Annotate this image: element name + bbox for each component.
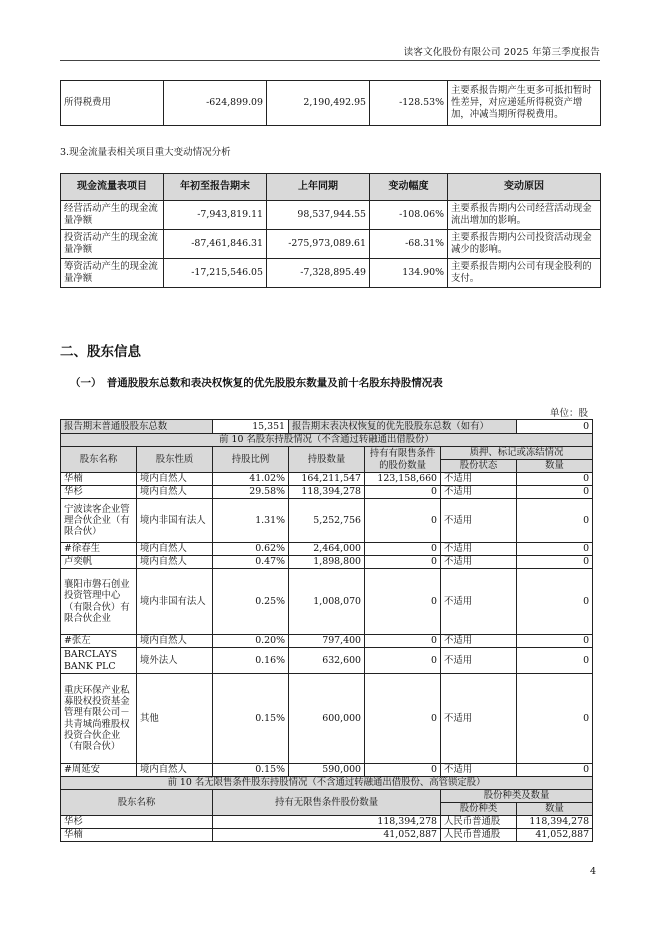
name-cell: #张左 — [61, 635, 137, 648]
nature-cell: 境内自然人 — [137, 556, 213, 569]
ratio-cell: 0.62% — [213, 543, 289, 556]
item-cell: 筹资活动产生的现金流量净额 — [61, 259, 164, 288]
section-row — [61, 434, 593, 447]
name-cell: 襄阳市磐石创业投资管理中心（有限合伙）有限合伙企业 — [61, 569, 137, 635]
unrestricted-title: 前 10 名无限售条件股东持股情况（不含通过转融通出借股份、高管锁定股） — [61, 777, 593, 790]
restricted-cell: 0 — [365, 569, 441, 635]
preferred-holders-label: 报告期末表决权恢复的优先股股东总数（如有） — [289, 420, 517, 434]
qty-cell: 164,211,547 — [289, 473, 365, 486]
header-row — [61, 790, 593, 803]
restricted-cell: 0 — [365, 556, 441, 569]
prior-cell: 98,537,944.55 — [267, 201, 370, 230]
item-cell: 经营活动产生的现金流量净额 — [61, 201, 164, 230]
ratio-cell: 1.31% — [213, 499, 289, 543]
qty-cell: 600,000 — [289, 674, 365, 764]
header-row — [61, 174, 601, 201]
count-cell: 41,052,887 — [517, 829, 593, 842]
col-header-ratio: 持股比例 — [213, 447, 289, 473]
table-row — [61, 816, 593, 829]
qty-cell: 2,464,000 — [289, 543, 365, 556]
prior-cell: 2,190,492.95 — [267, 81, 370, 126]
col-header-count: 数量 — [517, 803, 593, 816]
nature-cell: 境外法人 — [137, 648, 213, 674]
item-cell: 所得税费用 — [61, 81, 164, 126]
ratio-cell: 0.20% — [213, 635, 289, 648]
prior-cell: -7,328,895.49 — [267, 259, 370, 288]
page-number: 4 — [590, 866, 597, 877]
qty-cell: 5,252,756 — [289, 499, 365, 543]
change-cell: 134.90% — [370, 259, 448, 288]
restricted-cell: 0 — [365, 499, 441, 543]
name-cell: 华杉 — [61, 816, 213, 829]
status-cell: 不适用 — [441, 569, 517, 635]
status-cell: 不适用 — [441, 486, 517, 499]
col-header-type-group: 股份种类及数量 — [441, 790, 593, 803]
restricted-cell: 0 — [365, 648, 441, 674]
ratio-cell: 0.16% — [213, 648, 289, 674]
cashflow-caption: 3.现金流量表相关项目重大变动情况分析 — [60, 147, 231, 158]
count-cell: 0 — [517, 556, 593, 569]
reason-cell: 主要系报告期内公司投资活动现金减少的影响。 — [448, 230, 601, 259]
count-cell: 0 — [517, 543, 593, 556]
current-cell: -17,215,546.05 — [164, 259, 267, 288]
status-cell: 不适用 — [441, 648, 517, 674]
cashflow-table — [60, 173, 601, 288]
ratio-cell: 0.15% — [213, 764, 289, 777]
count-cell: 0 — [517, 473, 593, 486]
table-row — [61, 486, 593, 499]
col-header-name: 股东名称 — [61, 447, 137, 473]
nature-cell: 境内自然人 — [137, 543, 213, 556]
qty-cell: 118,394,278 — [213, 816, 441, 829]
nature-cell: 境内自然人 — [137, 486, 213, 499]
col-header: 现金流量表项目 — [61, 174, 164, 201]
table-row — [61, 473, 593, 486]
income-tax-table — [60, 80, 601, 126]
name-cell: 华楠 — [61, 473, 137, 486]
col-header-nature: 股东性质 — [137, 447, 213, 473]
col-header-type: 股份种类 — [441, 803, 517, 816]
qty-cell: 118,394,278 — [289, 486, 365, 499]
name-cell: 华楠 — [61, 829, 213, 842]
count-cell: 0 — [517, 635, 593, 648]
count-cell: 0 — [517, 764, 593, 777]
nature-cell: 境内自然人 — [137, 635, 213, 648]
status-cell: 不适用 — [441, 764, 517, 777]
table-row — [61, 543, 593, 556]
report-header: 读客文化股份有限公司 2025 年第三季度报告 — [403, 47, 600, 58]
count-cell: 0 — [517, 569, 593, 635]
count-cell: 0 — [517, 486, 593, 499]
change-cell: -128.53% — [370, 81, 448, 126]
col-header-qty: 持股数量 — [289, 447, 365, 473]
type-cell: 人民币普通股 — [441, 816, 517, 829]
header-row — [61, 447, 593, 460]
nature-cell: 境内自然人 — [137, 764, 213, 777]
count-cell: 118,394,278 — [517, 816, 593, 829]
qty-cell: 632,600 — [289, 648, 365, 674]
name-cell: 华杉 — [61, 486, 137, 499]
restricted-cell: 0 — [365, 486, 441, 499]
restricted-cell: 123,158,660 — [365, 473, 441, 486]
current-cell: -624,899.09 — [164, 81, 267, 126]
unit-label: 单位：股 — [549, 408, 588, 419]
name-cell: 卢奕帆 — [61, 556, 137, 569]
reason-cell: 主要系报告期产生更多可抵扣暂时性差异，对应递延所得税资产增加，冲减当期所得税费用。 — [448, 81, 601, 126]
col-header: 变动幅度 — [370, 174, 448, 201]
col-header-status: 股份状态 — [441, 460, 517, 473]
col-header: 上年同期 — [267, 174, 370, 201]
table-row — [61, 230, 601, 259]
count-cell: 0 — [517, 499, 593, 543]
status-cell: 不适用 — [441, 674, 517, 764]
shareholder-table — [60, 419, 593, 842]
restricted-cell: 0 — [365, 674, 441, 764]
section-row — [61, 777, 593, 790]
table-row — [61, 674, 593, 764]
ratio-cell: 29.58% — [213, 486, 289, 499]
restricted-cell: 0 — [365, 764, 441, 777]
count-cell: 0 — [517, 648, 593, 674]
col-header-qty: 持有无限售条件股份数量 — [213, 790, 441, 816]
name-cell: #徐春生 — [61, 543, 137, 556]
qty-cell: 41,052,887 — [213, 829, 441, 842]
restricted-cell: 0 — [365, 635, 441, 648]
col-header-name: 股东名称 — [61, 790, 213, 816]
nature-cell: 境内非国有法人 — [137, 569, 213, 635]
count-cell: 0 — [517, 674, 593, 764]
nature-cell: 境内自然人 — [137, 473, 213, 486]
name-cell: #周延安 — [61, 764, 137, 777]
ratio-cell: 0.47% — [213, 556, 289, 569]
table-row — [61, 201, 601, 230]
summary-row — [61, 420, 593, 434]
restricted-cell: 0 — [365, 543, 441, 556]
qty-cell: 797,400 — [289, 635, 365, 648]
table-row — [61, 569, 593, 635]
reason-cell: 主要系报告期内公司有现金股利的支付。 — [448, 259, 601, 288]
type-cell: 人民币普通股 — [441, 829, 517, 842]
qty-cell: 1,898,800 — [289, 556, 365, 569]
preferred-holders-value: 0 — [517, 420, 593, 434]
name-cell: BARCLAYS BANK PLC — [61, 648, 137, 674]
ratio-cell: 0.25% — [213, 569, 289, 635]
status-cell: 不适用 — [441, 499, 517, 543]
section-title: 二、股东信息 — [60, 344, 141, 360]
section-subtitle: （一） 普通股股东总数和表决权恢复的优先股股东数量及前十名股东持股情况表 — [70, 377, 443, 389]
change-cell: -68.31% — [370, 230, 448, 259]
col-header: 变动原因 — [448, 174, 601, 201]
col-header-pledge: 质押、标记或冻结情况 — [441, 447, 593, 460]
col-header-restricted: 持有有限售条件的股份数量 — [365, 447, 441, 473]
name-cell: 重庆环保产业私募股权投资基金管理有限公司－共青城尚雅股权投资合伙企业（有限合伙） — [61, 674, 137, 764]
total-holders-label: 报告期末普通股股东总数 — [61, 420, 213, 434]
name-cell: 宁波读客企业管理合伙企业（有限合伙） — [61, 499, 137, 543]
nature-cell: 境内非国有法人 — [137, 499, 213, 543]
status-cell: 不适用 — [441, 473, 517, 486]
item-cell: 投资活动产生的现金流量净额 — [61, 230, 164, 259]
header-divider — [60, 60, 600, 61]
change-cell: -108.06% — [370, 201, 448, 230]
total-holders-value: 15,351 — [213, 420, 289, 434]
top10-title: 前 10 名股东持股情况（不含通过转融通出借股份） — [61, 434, 593, 447]
status-cell: 不适用 — [441, 543, 517, 556]
prior-cell: -275,973,089.61 — [267, 230, 370, 259]
table-row — [61, 635, 593, 648]
reason-cell: 主要系报告期内公司经营活动现金流出增加的影响。 — [448, 201, 601, 230]
ratio-cell: 0.15% — [213, 674, 289, 764]
table-row — [61, 499, 593, 543]
current-cell: -87,461,846.31 — [164, 230, 267, 259]
qty-cell: 590,000 — [289, 764, 365, 777]
table-row — [61, 259, 601, 288]
ratio-cell: 41.02% — [213, 473, 289, 486]
table-row — [61, 556, 593, 569]
status-cell: 不适用 — [441, 556, 517, 569]
nature-cell: 其他 — [137, 674, 213, 764]
table-row — [61, 829, 593, 842]
col-header-count: 数量 — [517, 460, 593, 473]
col-header: 年初至报告期末 — [164, 174, 267, 201]
table-row — [61, 648, 593, 674]
table-row — [61, 764, 593, 777]
current-cell: -7,943,819.11 — [164, 201, 267, 230]
qty-cell: 1,008,070 — [289, 569, 365, 635]
table-row — [61, 81, 601, 126]
status-cell: 不适用 — [441, 635, 517, 648]
